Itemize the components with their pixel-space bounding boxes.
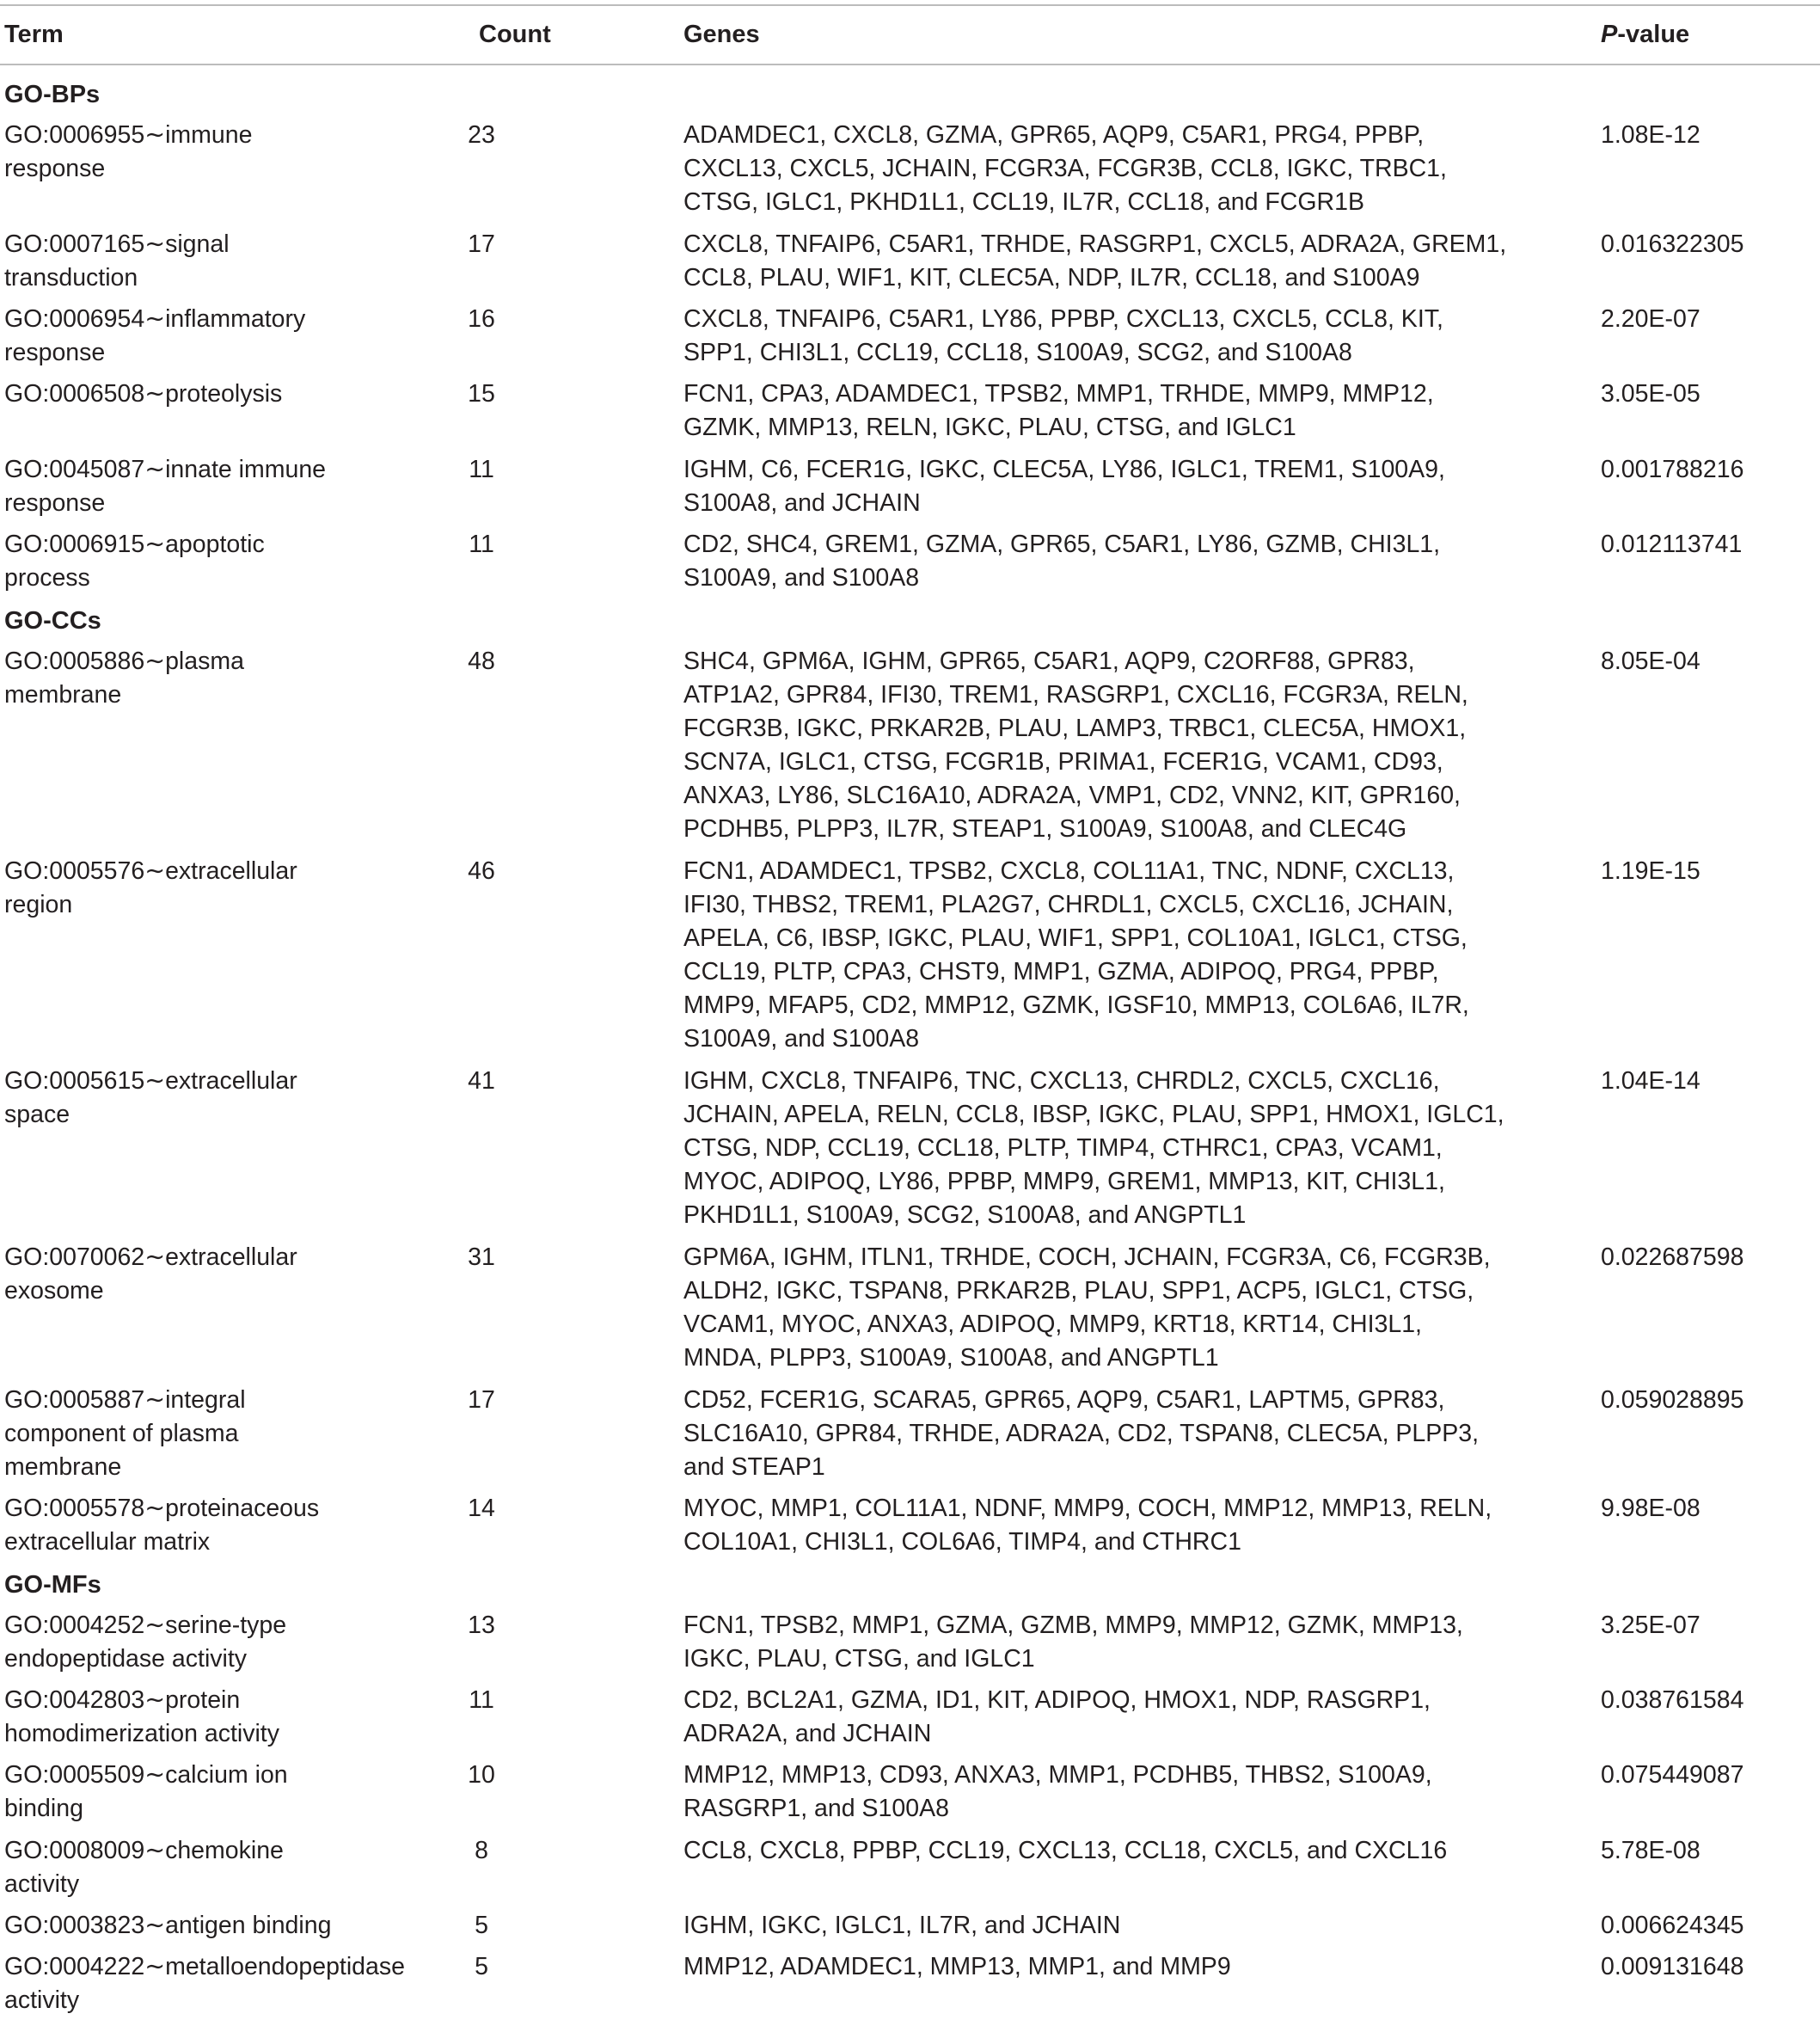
genes-line: ATP1A2, GPR84, IFI30, TREM1, RASGRP1, CXCL16, FCGR3A, RELN, <box>683 680 1468 709</box>
table-row <box>0 228 1820 295</box>
term-line: GO:0006955∼immune <box>4 121 253 149</box>
table-row <box>0 119 1820 220</box>
pvalue-cell: 2.20E-07 <box>1601 304 1701 333</box>
pvalue-cell: 9.98E-08 <box>1601 1495 1701 1523</box>
genes-line: MYOC, ADIPOQ, LY86, PPBP, MMP9, GREM1, MMP13, KIT, CHI3L1, <box>683 1167 1445 1195</box>
term-line: GO:0006954∼inflammatory <box>4 304 306 333</box>
genes-cell <box>683 1759 1543 1826</box>
genes-cell <box>683 528 1543 595</box>
genes-line: ANXA3, LY86, SLC16A10, ADRA2A, VMP1, CD2, VNN2, KIT, GPR160, <box>683 781 1461 809</box>
genes-line: JCHAIN, APELA, RELN, CCL8, IBSP, IGKC, PLAU, SPP1, HMOX1, IGLC1, <box>683 1100 1504 1128</box>
genes-line: ADRA2A, and JCHAIN <box>683 1720 932 1748</box>
term-line: membrane <box>4 680 122 709</box>
term-cell <box>0 1241 457 1376</box>
term-line: GO:0005509∼calcium ion <box>4 1761 288 1790</box>
term-line: binding <box>4 1795 83 1823</box>
genes-line: PKHD1L1, S100A9, SCG2, S100A8, and ANGPTL1 <box>683 1200 1247 1229</box>
pvalue-cell: 5.78E-08 <box>1601 1836 1701 1864</box>
term-cell <box>0 1950 457 2017</box>
term-line: exosome <box>4 1276 104 1305</box>
pvalue-cell: 0.038761584 <box>1601 1686 1744 1715</box>
count-value: 31 <box>468 1243 495 1271</box>
genes-cell <box>683 1909 1543 1943</box>
term-cell <box>0 228 457 295</box>
count-value: 11 <box>469 455 494 483</box>
term-cell <box>0 378 457 445</box>
term-cell <box>0 1909 457 1943</box>
count-value: 14 <box>468 1495 495 1523</box>
genes-cell <box>683 1384 1543 1484</box>
term-line: GO:0006915∼apoptotic <box>4 531 265 559</box>
genes-line: and STEAP1 <box>683 1452 825 1481</box>
term-line: GO:0005886∼plasma <box>4 647 244 675</box>
pvalue-cell: 0.016322305 <box>1601 230 1744 258</box>
genes-cell <box>683 1241 1543 1375</box>
genes-cell <box>683 1950 1543 1984</box>
genes-line: CTSG, NDP, CCL19, CCL18, PLTP, TIMP4, CTHRC1, CPA3, VCAM1, <box>683 1133 1443 1162</box>
term-line: activity <box>4 1869 80 1898</box>
term-line: GO:0004222∼metalloendopeptidase <box>4 1953 405 1981</box>
count-value: 15 <box>468 380 495 408</box>
header-rule <box>0 64 1820 65</box>
count-value: 13 <box>468 1611 495 1639</box>
term-line: endopeptidase activity <box>4 1644 248 1673</box>
genes-line: IFI30, THBS2, TREM1, PLA2G7, CHRDL1, CXCL5, CXCL16, JCHAIN, <box>683 890 1454 918</box>
term-cell <box>0 1492 457 1559</box>
term-cell <box>0 1609 457 1676</box>
genes-line: ALDH2, IGKC, TSPAN8, PRKAR2B, PLAU, SPP1, ACP5, IGLC1, CTSG, <box>683 1276 1474 1305</box>
term-cell <box>0 1384 457 1485</box>
genes-line: FCGR3B, IGKC, PRKAR2B, PLAU, LAMP3, TRBC1, CLEC5A, HMOX1, <box>683 714 1467 742</box>
genes-line: FCN1, CPA3, ADAMDEC1, TPSB2, MMP1, TRHDE, MMP9, MMP12, <box>683 380 1434 408</box>
table-row <box>0 1684 1820 1751</box>
count-value: 23 <box>468 121 495 149</box>
count-value: 10 <box>468 1761 495 1790</box>
term-line: GO:0005576∼extracellular <box>4 856 297 885</box>
genes-cell <box>683 228 1543 295</box>
term-cell <box>0 1759 457 1826</box>
genes-line: CXCL8, TNFAIP6, C5AR1, TRHDE, RASGRP1, CXCL5, ADRA2A, GREM1, <box>683 230 1507 258</box>
term-line: extracellular matrix <box>4 1528 211 1556</box>
term-cell <box>0 528 457 595</box>
genes-line: IGHM, CXCL8, TNFAIP6, TNC, CXCL13, CHRDL2, CXCL5, CXCL16, <box>683 1066 1440 1095</box>
table-row <box>0 1759 1820 1826</box>
count-value: 48 <box>468 647 495 675</box>
genes-line: GZMK, MMP13, RELN, IGKC, PLAU, CTSG, and IGLC1 <box>683 414 1296 442</box>
table-row <box>0 1909 1820 1943</box>
genes-cell <box>683 1684 1543 1751</box>
table-header <box>0 17 1820 52</box>
term-cell <box>0 1065 457 1233</box>
term-cell <box>0 1684 457 1751</box>
genes-line: CXCL13, CXCL5, JCHAIN, FCGR3A, FCGR3B, CCL8, IGKC, TRBC1, <box>683 155 1447 182</box>
genes-cell <box>683 303 1543 370</box>
top-rule <box>0 4 1820 6</box>
genes-line: MMP12, MMP13, CD93, ANXA3, MMP1, PCDHB5, THBS2, S100A9, <box>683 1761 1432 1790</box>
term-line: activity <box>4 1986 80 2015</box>
genes-line: SCN7A, IGLC1, CTSG, FCGR1B, PRIMA1, FCER1G, VCAM1, CD93, <box>683 747 1443 776</box>
term-line: GO:0070062∼extracellular <box>4 1243 297 1271</box>
genes-line: SHC4, GPM6A, IGHM, GPR65, C5AR1, AQP9, C2ORF88, GPR83, <box>683 647 1415 675</box>
genes-cell <box>683 378 1543 445</box>
term-line: GO:0005615∼extracellular <box>4 1066 297 1095</box>
pvalue-cell: 0.012113741 <box>1601 531 1743 559</box>
genes-cell <box>683 1834 1543 1868</box>
header-pvalue-italic: P <box>1601 21 1618 48</box>
header-count: Count <box>479 21 551 48</box>
genes-line: RASGRP1, and S100A8 <box>683 1795 949 1823</box>
header-term: Term <box>4 21 64 48</box>
term-line: GO:0045087∼innate immune <box>4 455 327 483</box>
table-row <box>0 378 1820 445</box>
count-value: 5 <box>475 1912 488 1940</box>
term-line: GO:0003823∼antigen binding <box>4 1912 332 1940</box>
count-value: 16 <box>468 304 495 333</box>
term-line: region <box>4 890 73 918</box>
count-value: 41 <box>468 1066 495 1095</box>
term-line: membrane <box>4 1452 122 1481</box>
section-heading: GO-CCs <box>4 606 101 635</box>
table-row <box>0 1950 1820 2017</box>
genes-line: CCL19, PLTP, CPA3, CHST9, MMP1, GZMA, ADIPOQ, PRG4, PPBP, <box>683 957 1439 985</box>
pvalue-cell: 0.006624345 <box>1601 1912 1744 1940</box>
term-line: component of plasma <box>4 1419 239 1447</box>
pvalue-cell: 1.19E-15 <box>1601 856 1701 885</box>
genes-cell <box>683 645 1543 846</box>
genes-line: CD2, SHC4, GREM1, GZMA, GPR65, C5AR1, LY86, GZMB, CHI3L1, <box>683 531 1441 559</box>
term-line: GO:0005578∼proteinaceous <box>4 1495 320 1523</box>
count-value: 11 <box>469 531 494 559</box>
term-line: GO:0006508∼proteolysis <box>4 380 283 408</box>
genes-line: CCL8, PLAU, WIF1, KIT, CLEC5A, NDP, IL7R, CCL18, and S100A9 <box>683 263 1420 292</box>
genes-cell <box>683 119 1543 219</box>
header-genes: Genes <box>683 21 760 48</box>
pvalue-cell: 1.04E-14 <box>1601 1066 1701 1095</box>
term-cell <box>0 119 457 220</box>
genes-line: S100A9, and S100A8 <box>683 1024 920 1053</box>
table-row <box>0 645 1820 847</box>
count-value: 5 <box>475 1953 488 1981</box>
genes-line: MNDA, PLPP3, S100A9, S100A8, and ANGPTL1 <box>683 1343 1219 1372</box>
genes-line: S100A9, and S100A8 <box>683 564 920 592</box>
genes-line: FCN1, ADAMDEC1, TPSB2, CXCL8, COL11A1, TNC, NDNF, CXCL13, <box>683 856 1455 885</box>
pvalue-cell: 0.059028895 <box>1601 1385 1744 1414</box>
genes-cell <box>683 1065 1543 1232</box>
table-row <box>0 528 1820 595</box>
genes-line: CD2, BCL2A1, GZMA, ID1, KIT, ADIPOQ, HMOX1, NDP, RASGRP1, <box>683 1686 1431 1715</box>
pvalue-cell: 0.001788216 <box>1601 455 1744 483</box>
term-cell <box>0 303 457 370</box>
table-row <box>0 1834 1820 1901</box>
pvalue-cell: 3.05E-05 <box>1601 380 1701 408</box>
count-value: 17 <box>468 230 495 258</box>
table-row <box>0 1609 1820 1676</box>
genes-cell <box>683 1609 1543 1676</box>
term-line: response <box>4 488 106 517</box>
section-heading: GO-MFs <box>4 1570 101 1599</box>
term-cell <box>0 645 457 847</box>
term-line: GO:0008009∼chemokine <box>4 1836 284 1864</box>
header-pvalue <box>1601 21 1689 49</box>
term-cell <box>0 453 457 520</box>
table-row <box>0 1241 1820 1376</box>
pvalue-cell: 0.022687598 <box>1601 1243 1744 1271</box>
genes-line: S100A8, and JCHAIN <box>683 488 921 517</box>
genes-line: MYOC, MMP1, COL11A1, NDNF, MMP9, COCH, MMP12, MMP13, RELN, <box>683 1495 1492 1523</box>
term-line: GO:0007165∼signal <box>4 230 230 258</box>
genes-line: GPM6A, IGHM, ITLN1, TRHDE, COCH, JCHAIN, FCGR3A, C6, FCGR3B, <box>683 1243 1491 1271</box>
term-line: space <box>4 1100 70 1128</box>
genes-line: PCDHB5, PLPP3, IL7R, STEAP1, S100A9, S100A8, and CLEC4G <box>683 814 1407 843</box>
term-line: response <box>4 338 106 366</box>
genes-line: CD52, FCER1G, SCARA5, GPR65, AQP9, C5AR1, LAPTM5, GPR83, <box>683 1385 1445 1414</box>
term-line: GO:0042803∼protein <box>4 1686 241 1715</box>
genes-line: MMP12, ADAMDEC1, MMP13, MMP1, and MMP9 <box>683 1953 1231 1981</box>
genes-line: IGKC, PLAU, CTSG, and IGLC1 <box>683 1644 1035 1673</box>
pvalue-cell: 8.05E-04 <box>1601 647 1701 675</box>
genes-line: VCAM1, MYOC, ANXA3, ADIPOQ, MMP9, KRT18, KRT14, CHI3L1, <box>683 1310 1422 1338</box>
genes-line: IGHM, IGKC, IGLC1, IL7R, and JCHAIN <box>683 1912 1121 1940</box>
table-row <box>0 303 1820 370</box>
genes-cell <box>683 1492 1543 1559</box>
pvalue-cell: 0.009131648 <box>1601 1953 1744 1981</box>
table-row <box>0 1492 1820 1559</box>
genes-cell <box>683 453 1543 520</box>
term-line: GO:0005887∼integral <box>4 1385 246 1414</box>
genes-line: APELA, C6, IBSP, IGKC, PLAU, WIF1, SPP1, COL10A1, IGLC1, CTSG, <box>683 924 1468 952</box>
section-heading: GO-BPs <box>4 81 101 108</box>
table-row <box>0 453 1820 520</box>
genes-line: ADAMDEC1, CXCL8, GZMA, GPR65, AQP9, C5AR1, PRG4, PPBP, <box>683 121 1425 149</box>
header-pvalue-rest: -value <box>1617 21 1690 48</box>
table-row <box>0 855 1820 1057</box>
count-value: 8 <box>475 1836 488 1864</box>
count-value: 11 <box>469 1686 494 1715</box>
genes-line: FCN1, TPSB2, MMP1, GZMA, GZMB, MMP9, MMP12, GZMK, MMP13, <box>683 1611 1463 1639</box>
genes-line: SLC16A10, GPR84, TRHDE, ADRA2A, CD2, TSPAN8, CLEC5A, PLPP3, <box>683 1419 1480 1447</box>
term-cell <box>0 855 457 1057</box>
genes-line: CXCL8, TNFAIP6, C5AR1, LY86, PPBP, CXCL13, CXCL5, CCL8, KIT, <box>683 304 1443 333</box>
term-line: process <box>4 564 90 592</box>
term-line: response <box>4 155 106 182</box>
term-line: transduction <box>4 263 138 292</box>
pvalue-cell: 3.25E-07 <box>1601 1611 1701 1639</box>
pvalue-cell: 0.075449087 <box>1601 1761 1744 1790</box>
genes-line: CTSG, IGLC1, PKHD1L1, CCL19, IL7R, CCL18, and FCGR1B <box>683 188 1364 216</box>
term-line: GO:0004252∼serine-type <box>4 1611 287 1639</box>
count-value: 17 <box>468 1385 495 1414</box>
term-line: homodimerization activity <box>4 1720 279 1748</box>
table-body <box>0 77 1820 2026</box>
genes-line: IGHM, C6, FCER1G, IGKC, CLEC5A, LY86, IGLC1, TREM1, S100A9, <box>683 455 1445 483</box>
term-cell <box>0 1834 457 1901</box>
count-value: 46 <box>468 856 495 885</box>
genes-line: SPP1, CHI3L1, CCL19, CCL18, S100A9, SCG2, and S100A8 <box>683 338 1352 366</box>
table-row <box>0 1384 1820 1485</box>
pvalue-cell: 1.08E-12 <box>1601 121 1701 149</box>
table-row <box>0 1065 1820 1233</box>
genes-cell <box>683 855 1543 1056</box>
genes-line: COL10A1, CHI3L1, COL6A6, TIMP4, and CTHRC1 <box>683 1528 1241 1556</box>
genes-line: CCL8, CXCL8, PPBP, CCL19, CXCL13, CCL18, CXCL5, and CXCL16 <box>683 1836 1448 1864</box>
genes-line: MMP9, MFAP5, CD2, MMP12, GZMK, IGSF10, MMP13, COL6A6, IL7R, <box>683 991 1469 1019</box>
